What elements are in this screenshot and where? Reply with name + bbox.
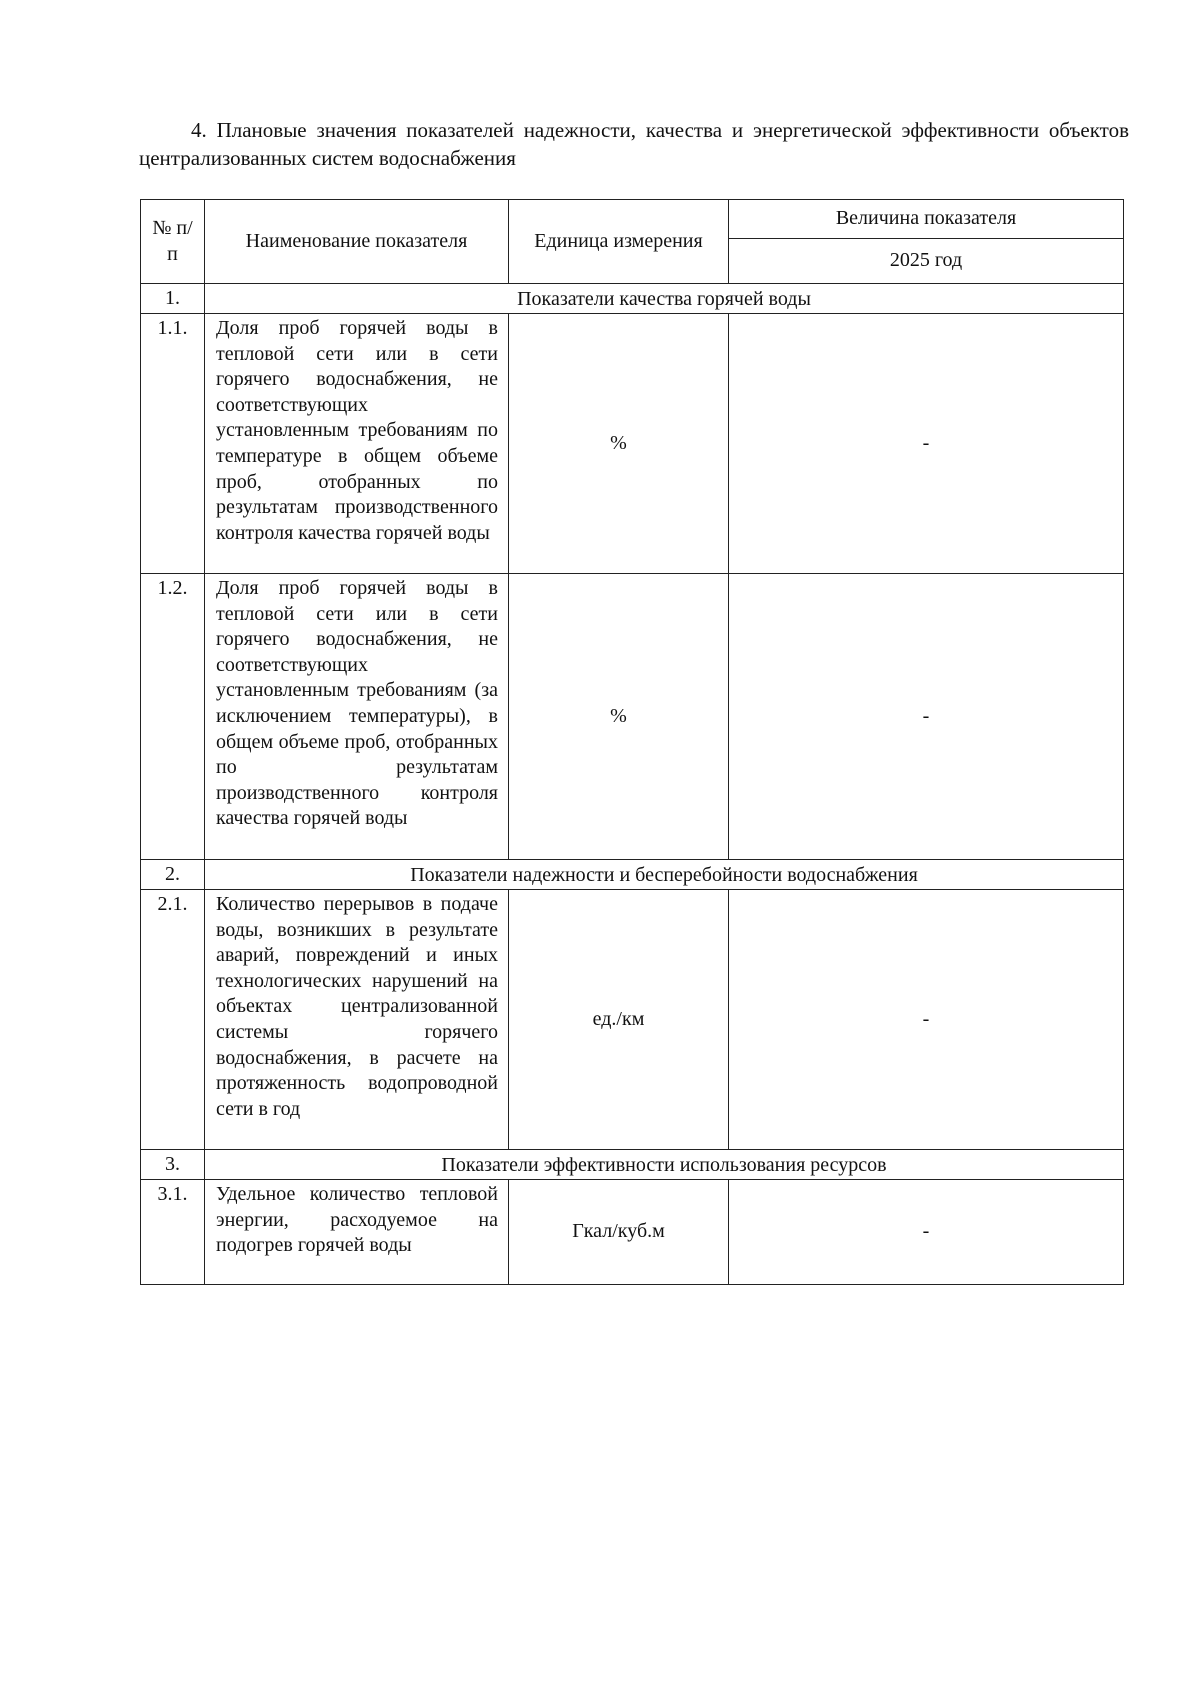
table-row [141, 574, 1124, 860]
row-name: Доля проб горячей воды в тепловой сети или в сети горячего водоснабжения, не соответствующих установленным требованиям (за исключением температуры), в общем объеме проб, отобранных по результатам производственного контроля качества горячей воды [205, 574, 509, 860]
table-row [141, 314, 1124, 574]
section-title: Показатели надежности и бесперебойности водоснабжения [205, 860, 1124, 890]
row-num: 1.2. [141, 574, 205, 860]
row-value: - [729, 1180, 1124, 1285]
row-unit: % [509, 574, 729, 860]
row-unit: % [509, 314, 729, 574]
row-num: 2.1. [141, 890, 205, 1150]
header-name: Наименование показателя [205, 200, 509, 284]
row-num: 1.1. [141, 314, 205, 574]
table-row [141, 890, 1124, 1150]
row-value: - [729, 890, 1124, 1150]
header-value-group: Величина показателя [729, 200, 1124, 239]
table-row [141, 1180, 1124, 1285]
section-row [141, 860, 1124, 890]
row-value: - [729, 574, 1124, 860]
indicators-table [140, 199, 1124, 1285]
header-year: 2025 год [729, 239, 1124, 284]
header-row [141, 200, 1124, 239]
section-title: Показатели качества горячей воды [205, 284, 1124, 314]
row-value: - [729, 314, 1124, 574]
row-name: Удельное количество тепловой энергии, расходуемое на подогрев горячей воды [205, 1180, 509, 1285]
section-row [141, 284, 1124, 314]
row-unit: Гкал/куб.м [509, 1180, 729, 1285]
section-num: 2. [141, 860, 205, 890]
row-unit: ед./км [509, 890, 729, 1150]
section-num: 1. [141, 284, 205, 314]
section-num: 3. [141, 1150, 205, 1180]
section-title: Показатели эффективности использования ресурсов [205, 1150, 1124, 1180]
row-name: Количество перерывов в подаче воды, возникших в результате аварий, повреждений и иных технологических нарушений на объектах централизованной системы горячего водоснабжения, в расчете на протяженность водопроводной сети в год [205, 890, 509, 1150]
header-num: № п/п [141, 200, 205, 284]
header-unit: Единица измерения [509, 200, 729, 284]
section-row [141, 1150, 1124, 1180]
row-num: 3.1. [141, 1180, 205, 1285]
row-name: Доля проб горячей воды в тепловой сети или в сети горячего водоснабжения, не соответствующих установленным требованиям по температуре в общем объеме проб, отобранных по результатам производственного контроля качества горячей воды [205, 314, 509, 574]
document-heading: 4. Плановые значения показателей надежности, качества и энергетической эффективности объектов централизованных систем водоснабжения [139, 118, 1129, 170]
